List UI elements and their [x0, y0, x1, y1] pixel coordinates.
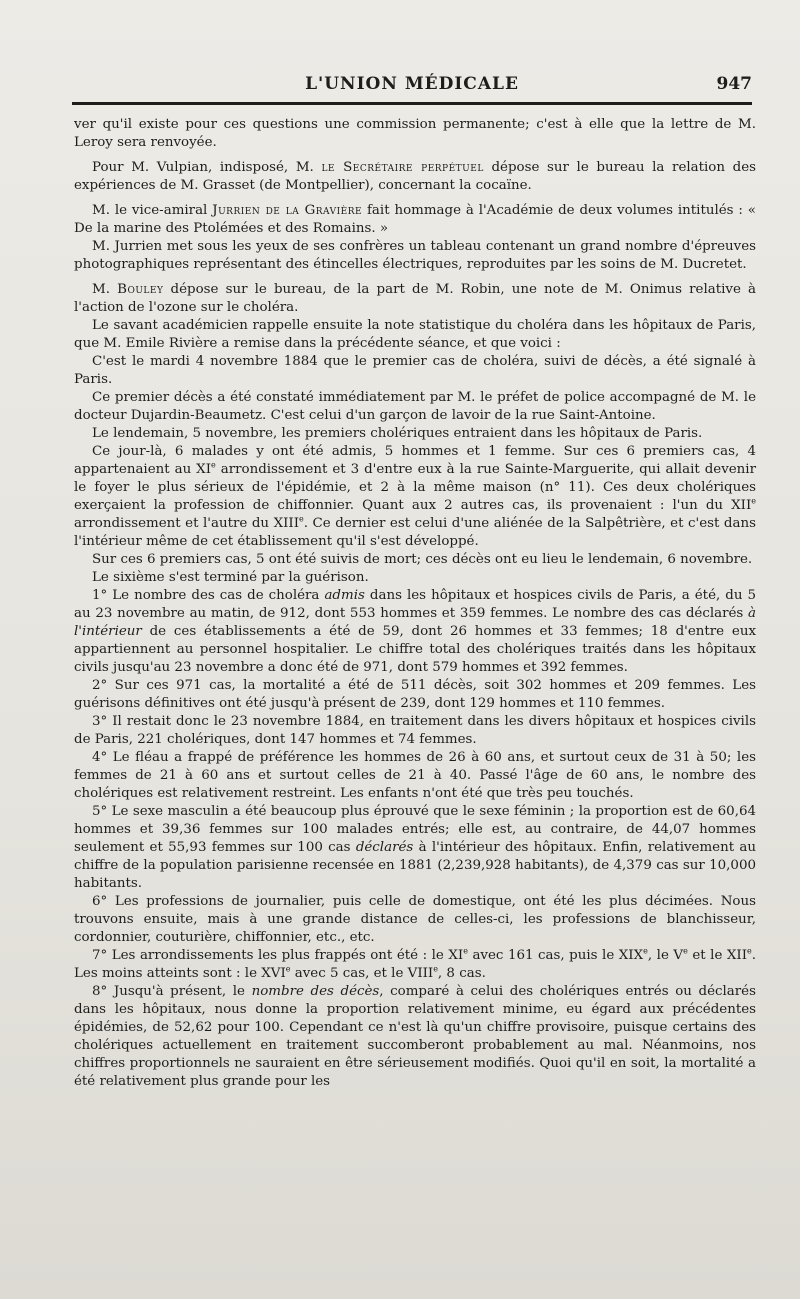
paragraph: 1° Le nombre des cas de choléra admis dans les hôpitaux et hospices civils de Paris, a été, du 5 au 23 novembre au matin, de 912, dont 553 hommes et 359 femmes. Le nombre des cas déclarés à l'intérieur de ces établissements a été de 59, dont 26 hommes et 33 femmes; 18 d'entre eux appartiennent au personnel hospitalier. Le chiffre total des cholériques traités dans les hôpitaux civils jusqu'au 23 novembre a donc été de 971, dont 579 hommes et 392 femmes.	[74, 588, 756, 675]
paragraph: M. le vice-amiral Jurrien de la Gravière fait hommage à l'Académie de deux volumes intitulés : « De la marine des Ptolémées et des Romains. »	[74, 203, 756, 236]
paragraph: 8° Jusqu'à présent, le nombre des décès, comparé à celui des cholériques entrés ou déclarés dans les hôpitaux, nous donne la proportion relativement minime, eu égard aux précédentes épidémies, de 52,62 pour 100. Cependant ce n'est là qu'un chiffre provisoire, puisque certains des cholériques actuellement en traitement succomberont probablement au mal. Néanmoins, nos chiffres proportionnels ne sauraient en être sérieusement modifiés. Quoi qu'il en soit, la mortalité a été relativement plus grande pour les	[74, 984, 756, 1089]
paragraph: 4° Le fléau a frappé de préférence les hommes de 26 à 60 ans, et surtout ceux de 31 à 50; les femmes de 21 à 60 ans et surtout celles de 21 à 40. Passé l'âge de 60 ans, le nombre des cholériques est relativement restreint. Les enfants n'ont été que très peu touchés.	[74, 750, 756, 801]
paragraph: M. Jurrien met sous les yeux de ses confrères un tableau contenant un grand nombre d'épreuves photographiques représentant des étincelles électriques, reproduites par les soins de M. Ducretet.	[74, 239, 756, 272]
paragraph: 7° Les arrondissements les plus frappés ont été : le XIe avec 161 cas, puis le XIXe, le Ve et le XIIe. Les moins atteints sont : le XVIe avec 5 cas, et le VIIIe, 8 cas.	[74, 946, 757, 981]
paragraph: C'est le mardi 4 novembre 1884 que le premier cas de choléra, suivi de décès, a été signalé à Paris.	[74, 354, 756, 387]
paragraph: Le sixième s'est terminé par la guérison.	[92, 570, 369, 585]
paragraph: Sur ces 6 premiers cas, 5 ont été suivis de mort; ces décès ont eu lieu le lendemain, 6 novembre.	[92, 552, 753, 567]
paragraph: 3° Il restait donc le 23 novembre 1884, en traitement dans les divers hôpitaux et hospices civils de Paris, 221 cholériques, dont 147 hommes et 74 femmes.	[74, 714, 756, 747]
paragraph: 5° Le sexe masculin a été beaucoup plus éprouvé que le sexe féminin ; la proportion est de 60,64 hommes et 39,36 femmes sur 100 malades entrés; elle est, au contraire, de 44,07 hommes seulement et 55,93 femmes sur 100 cas déclarés à l'intérieur des hôpitaux. Enfin, relativement au chiffre de la population parisienne recensée en 1881 (2,239,928 habitants), de 4,379 cas sur 10,000 habitants.	[74, 804, 756, 891]
paragraph: Ce jour-là, 6 malades y ont été admis, 5 hommes et 1 femme. Sur ces 6 premiers cas, 4 appartenaient au XIe arrondissement et 3 d'entre eux à la rue Sainte-Marguerite, qui allait devenir le foyer le plus sérieux de l'épidémie, et 2 à la même maison (n° 11). Ces deux cholériques exerçaient la profession de chiffonnier. Quant aux 2 autres cas, ils provenaient : l'un du XIIe arrondissement et l'autre du XIIIe. Ce dernier est celui d'une aliénée de la Salpêtrière, et c'est dans l'intérieur même de cet établissement qu'il s'est développé.	[74, 444, 756, 549]
running-title: L'UNION MÉDICALE	[305, 74, 519, 94]
paragraph: M. Bouley dépose sur le bureau, de la part de M. Robin, une note de M. Onimus relative à l'action de l'ozone sur le choléra.	[74, 282, 756, 315]
paragraph: Ce premier décès a été constaté immédiatement par M. le préfet de police accompagné de M. le docteur Dujardin-Beaumetz. C'est celui d'un garçon de lavoir de la rue Saint-Antoine.	[74, 390, 756, 423]
page-header	[72, 74, 752, 98]
paragraph: Le savant académicien rappelle ensuite la note statistique du choléra dans les hôpitaux de Paris, que M. Emile Rivière a remise dans la précédente séance, et que voici :	[74, 318, 756, 351]
header-rule	[72, 102, 752, 105]
paragraph: Le lendemain, 5 novembre, les premiers cholériques entraient dans les hôpitaux de Paris.	[92, 426, 703, 441]
paragraph: 2° Sur ces 971 cas, la mortalité a été de 511 décès, soit 302 hommes et 209 femmes. Les guérisons définitives ont été jusqu'à présent de 239, dont 129 hommes et 110 femmes.	[74, 678, 756, 711]
paragraph: ver qu'il existe pour ces questions une commission permanente; c'est à elle que la lettre de M. Leroy sera renvoyée.	[74, 117, 756, 150]
page-number: 947	[716, 74, 752, 94]
paragraph: Pour M. Vulpian, indisposé, M. le Secrétaire perpétuel dépose sur le bureau la relation des expériences de M. Grasset (de Montpellier), concernant la cocaïne.	[74, 160, 756, 193]
paragraph: 6° Les professions de journalier, puis celle de domestique, ont été les plus décimées. Nous trouvons ensuite, mais à une grande distance de celles-ci, les professions de blanchisseur, cordonnier, couturière, chiffonnier, etc., etc.	[74, 894, 756, 945]
body-text	[74, 116, 756, 1091]
